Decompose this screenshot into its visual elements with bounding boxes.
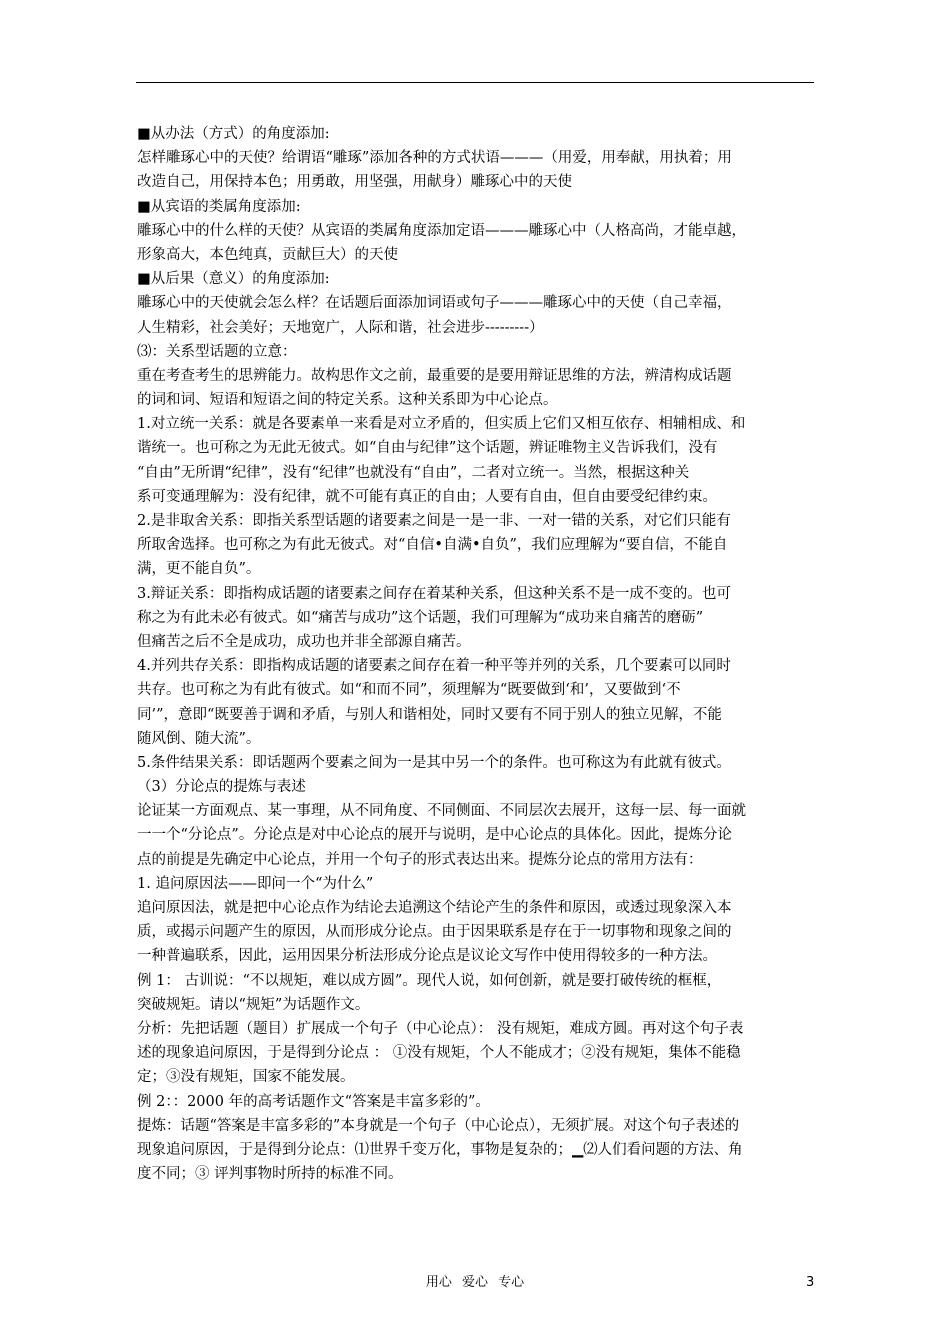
text-line: 共存。也可称之为有此有彼式。如“和而不同”，须理解为“既要做到‘和’，又要做到‘不 (137, 682, 681, 699)
header-rule (136, 82, 814, 83)
page-number: 3 (806, 1275, 815, 1290)
text-line: 质，或揭示问题产生的原因，从而形成分论点。由于因果联系是存在于一切事物和现象之间的 (137, 924, 732, 941)
text-line: 提炼：话题“答案是丰富多彩的”本身就是一个句子（中心论点），无须扩展。对这个句子表述的 (137, 1117, 740, 1134)
text-line: 雕琢心中的什么样的天使？从宾语的类属角度添加定语———雕琢心中（人格高尚，才能卓越， (137, 222, 746, 239)
text-line: 3.辩证关系：即指构成话题的诸要素之间存在着某种关系，但这种关系不是一成不变的。也可 (137, 585, 731, 602)
text-line: 称之为有此未必有彼式。如“痛苦与成功”这个话题，我们可理解为“成功来自痛苦的磨砺” (137, 609, 704, 626)
text-line: 雕琢心中的天使就会怎么样？在话题后面添加词语或句子———雕琢心中的天使（自己幸福， (137, 295, 732, 312)
text-line: 点的前提是先确定中心论点，并用一个句子的形式表达出来。提炼分论点的常用方法有： (137, 851, 703, 868)
text-line: 人生精彩，社会美好；天地宽广，人际和谐，社会进步---------） (137, 319, 544, 336)
text-line: 分析：先把话题（题目）扩展成一个句子（中心论点）： 没有规矩，难成方圆。再对这个句子表 (137, 1020, 744, 1037)
text-line: 例 2：：2000 年的高考话题作文“答案是丰富多彩的”。 (137, 1093, 490, 1110)
text-line: ⑶：关系型话题的立意： (137, 343, 297, 360)
text-line: 系可变通理解为：没有纪律，就不可能有真正的自由；人要有自由，但自由要受纪律约束。 (137, 488, 717, 505)
text-line: 一一个“分论点”。分论点是对中心论点的展开与说明，是中心论点的具体化。因此，提炼分论 (137, 827, 732, 844)
text-line: 定；③没有规矩，国家不能发展。 (137, 1069, 355, 1086)
text-line: 1. 追问原因法——即问一个“为什么” (137, 875, 374, 892)
text-line: 论证某一方面观点、某一事理，从不同角度、不同侧面、不同层次去展开，这每一层、每一面就 (137, 803, 746, 820)
text-line: 的词和词、短语和短语之间的特定关系。这种关系即为中心论点。 (137, 392, 558, 409)
text-line: 形象高大，本色纯真，贡献巨大）的天使 (137, 246, 398, 263)
text-line: ■从宾语的类属角度添加: (137, 198, 301, 215)
text-line: （3）分论点的提炼与表述 (137, 779, 306, 796)
text-line: ■从后果（意义）的角度添加: (137, 271, 330, 288)
page-footer (0, 1273, 950, 1293)
text-line: 4.并列共存关系：即指构成话题的诸要素之间存在着一种平等并列的关系，几个要素可以同时 (137, 658, 731, 675)
text-line: 2.是非取舍关系：即指关系型话题的诸要素之间是一是一非、一对一错的关系，对它们只能有 (137, 513, 731, 529)
text-line: 一种普遍联系，因此，运用因果分析法形成分论点是议论文写作中使用得较多的一种方法。 (137, 948, 717, 965)
text-line: 度不同；③ 评判事物时所持的标准不同。 (137, 1166, 403, 1183)
text-line: 改造自己，用保持本色；用勇敢，用坚强，用献身）雕琢心中的天使 (137, 174, 572, 191)
text-line: 例 1： 古训说：“不以规矩，难以成方圆”。现代人说，如何创新，就是要打破传统的框框， (137, 972, 722, 989)
footer-text: 用心 爱心 专心 (425, 1275, 525, 1290)
text-line: 满，更不能自负”。 (137, 561, 261, 578)
text-line: 怎样雕琢心中的天使？给谓语“雕琢”添加各种的方式状语———（用爱，用奉献，用执着；用 (137, 150, 732, 167)
text-line: 谐统一。也可称之为无此无彼式。如“自由与纪律”这个话题，辨证唯物主义告诉我们，没有 (137, 440, 718, 457)
text-line: 述的现象追问原因，于是得到分论点 ： ①没有规矩，个人不能成才；②没有规矩，集体不能稳 (137, 1045, 741, 1062)
text-line: “自由”无所谓“纪律”，没有“纪律”也就没有“自由”，二者对立统一。当然，根据这种关 (137, 464, 690, 481)
document-body (137, 122, 817, 1186)
text-line: 重在考查考生的思辨能力。故构思作文之前，最重要的是要用辩证思维的方法，辨清构成话题 (137, 367, 732, 384)
text-line: 5.条件结果关系：即话题两个要素之间为一是其中另一个的条件。也可称这为有此就有彼式。 (137, 754, 731, 771)
text-line: 1.对立统一关系：就是各要素单一来看是对立矛盾的，但实质上它们又相互依存、相辅相成、和 (137, 416, 746, 433)
text-line: 随风倒、随大流”。 (137, 730, 261, 747)
text-line: 突破规矩。请以“规矩”为话题作文。 (137, 996, 370, 1013)
text-line: 但痛苦之后不全是成功，成功也并非全部源自痛苦。 (137, 633, 471, 650)
text-line: 现象追问原因，于是得到分论点：⑴世界千变万化，事物是复杂的；▁⑵人们看问题的方法、角 (137, 1141, 743, 1158)
text-line: 同’”，意即“既要善于调和矛盾，与别人和谐相处，同时又要有不同于别人的独立见解，不能 (137, 706, 722, 723)
text-line: ■从办法（方式）的角度添加: (137, 126, 330, 142)
text-line: 所取舍选择。也可称之为有此无彼式。对“自信•自满•自负”，我们应理解为“要自信，不能自 (137, 537, 728, 554)
text-line: 追问原因法，就是把中心论点作为结论去追溯这个结论产生的条件和原因，或透过现象深入本 (137, 900, 732, 916)
